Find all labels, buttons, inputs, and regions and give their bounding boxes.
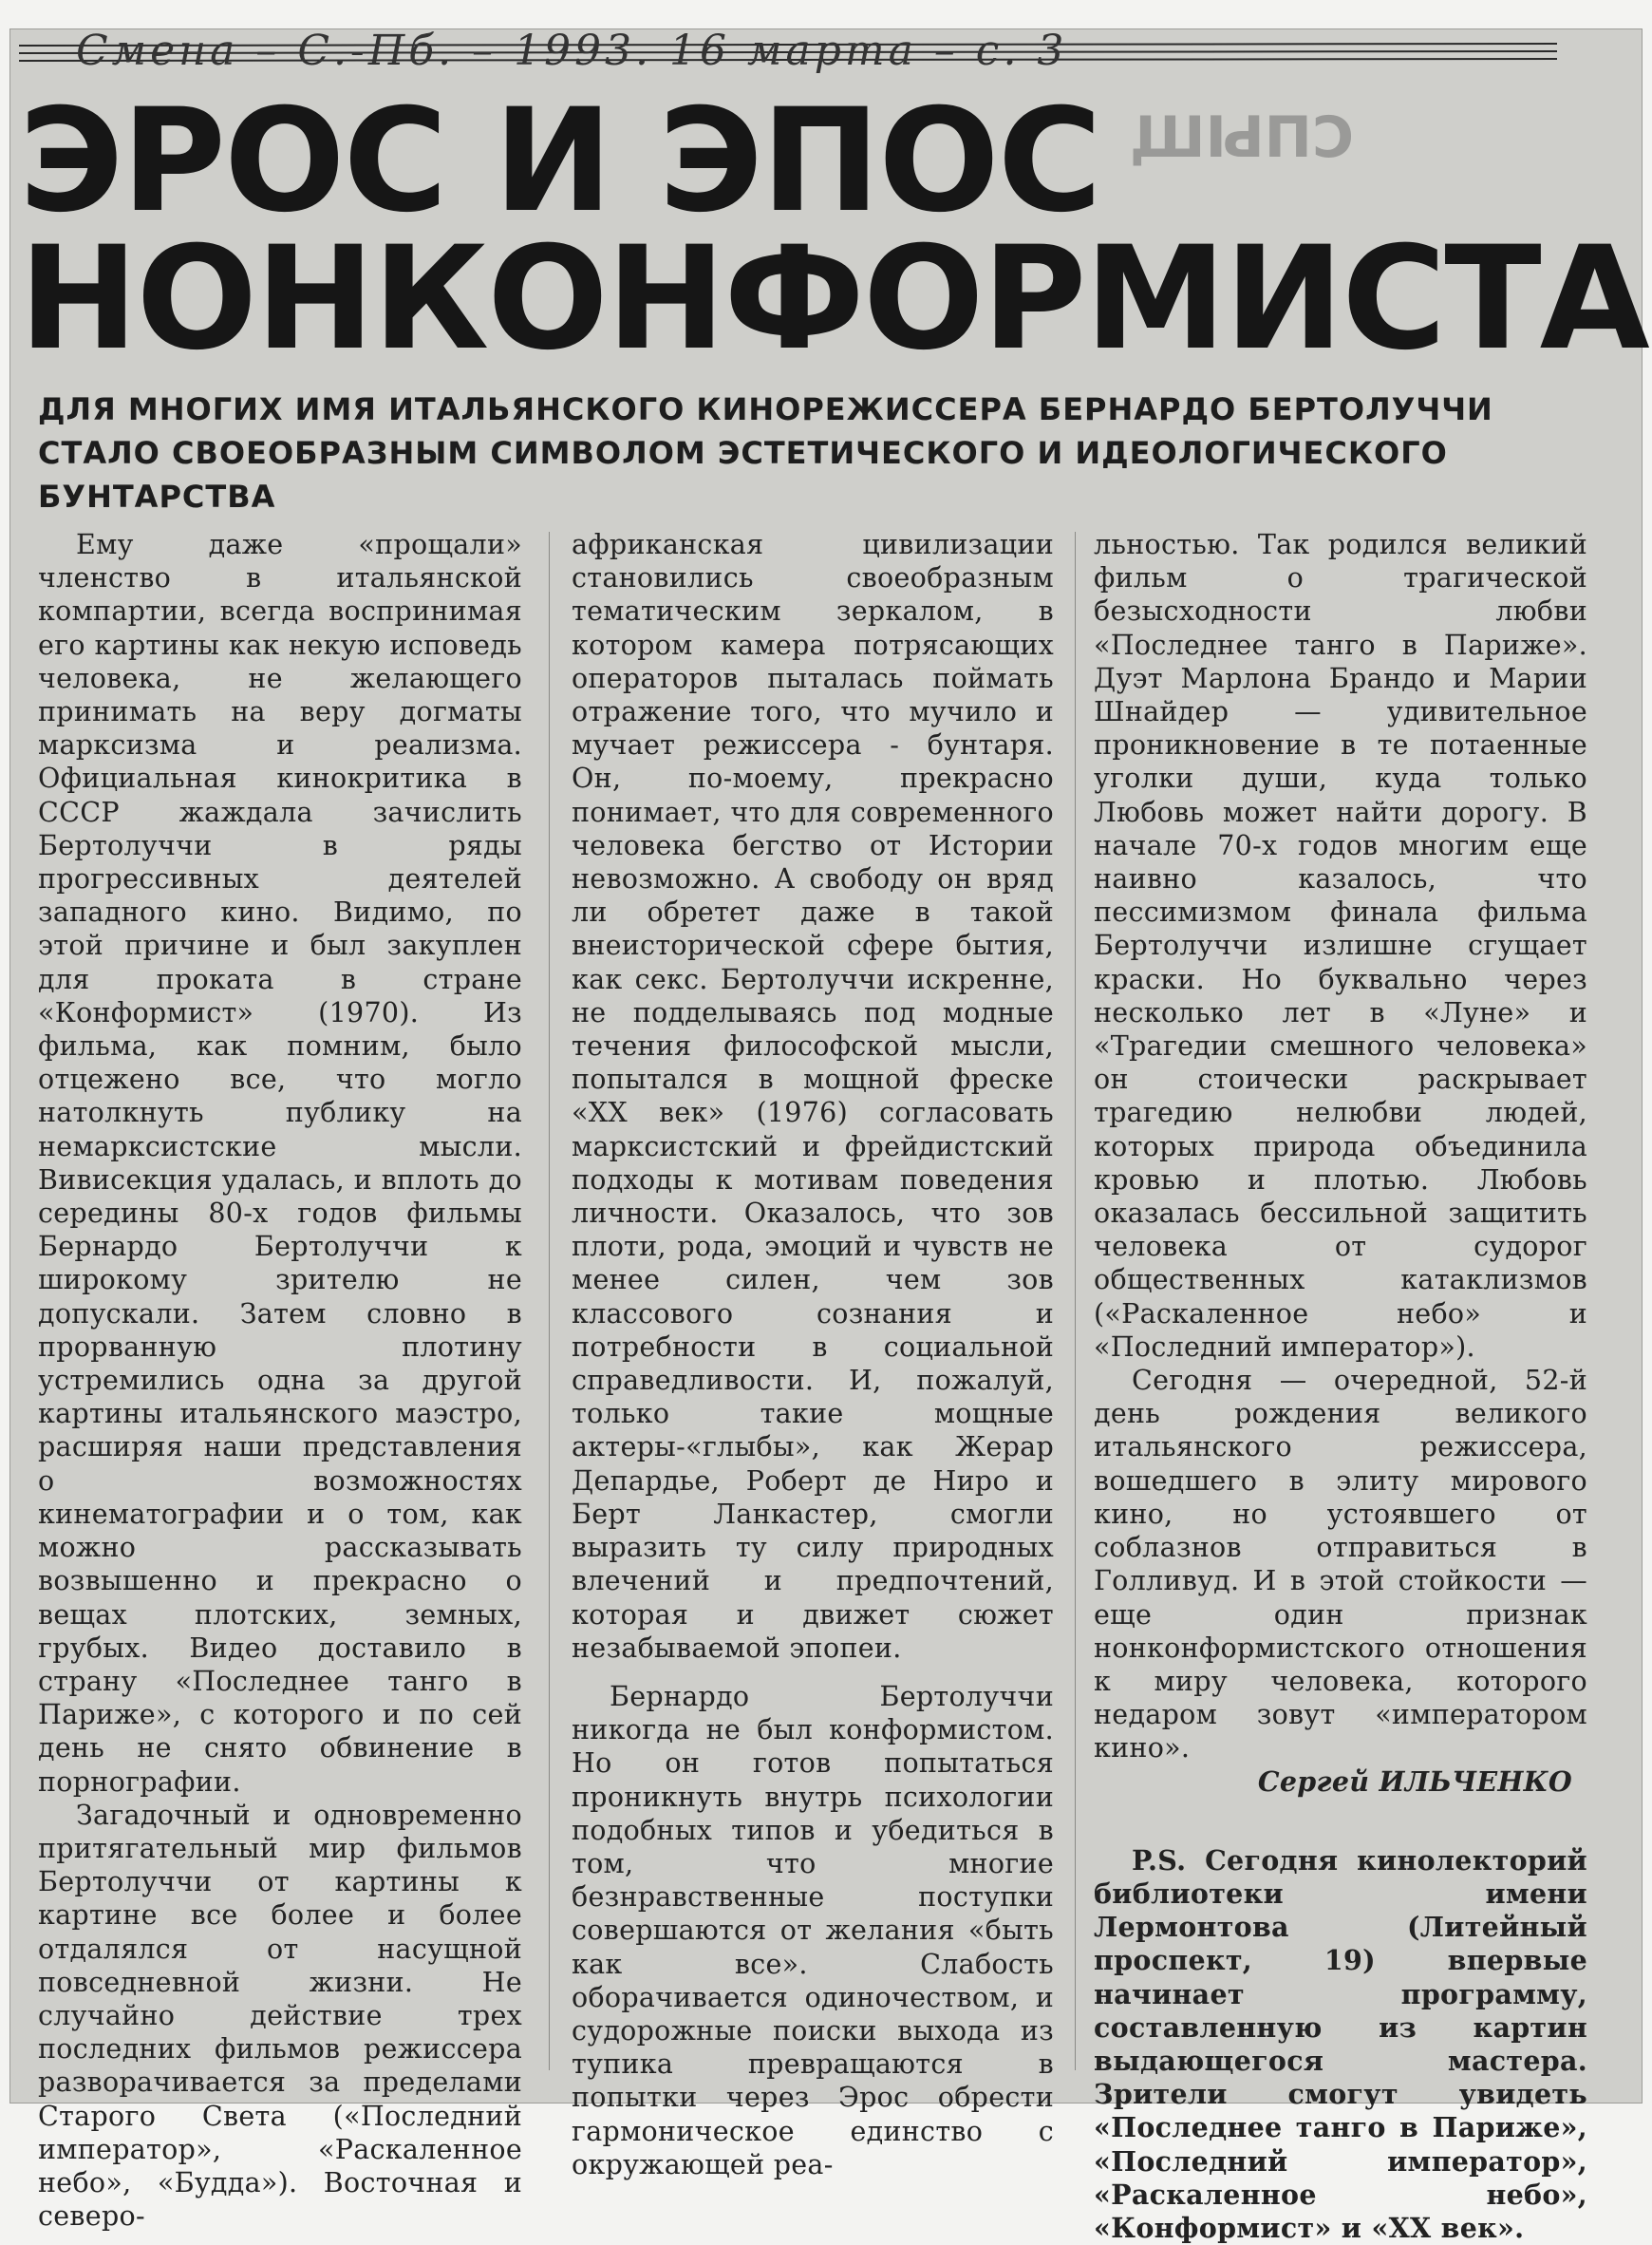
paragraph: африканская цивилизации становились своеобразным тематическим зеркалом, в котором камера потрясающих операторов пыталась поймать отражение того, что мучило и мучает режиссера - бунтаря. Он, по-моему, прекрасно понимает, что для современного человека бегство от Истории невозможно. А свободу он вряд ли обретет даже в такой внеисторической сфере бытия, как секс. Бертолуччи искренне, не подделываясь под модные течения философской мысли, попытался в мощной фреске «ХХ век» (1976) согласовать марксистский и фрейдистский подходы к мотивам поведения личности. Оказалось, что зов плоти, рода, эмоций и чувств не менее силен, чем зов классового сознания и потребности в социальной справедливости. И, пожалуй, только такие мощные актеры-«глыбы», как Жерар Депардье, Роберт де Ниро и Берт Ланкастер, смогли выразить ту силу природных влечений и предпочтений, которая и движет сюжет незабываемой эпопеи. — [572, 529, 1054, 1664]
subheadline: ДЛЯ МНОГИХ ИМЯ ИТАЛЬЯНСКОГО КИНОРЕЖИССЕРА БЕРНАРДО БЕРТОЛУЧЧИ СТАЛО СВОЕОБРАЗНЫМ СИМВОЛОМ ЭСТЕТИЧЕСКОГО И ИДЕОЛОГИЧЕСКОГО БУНТАРСТВА — [38, 391, 1493, 515]
column-rule-2 — [1075, 532, 1076, 2070]
paragraph: льностью. Так родился великий фильм о трагической безысходности любви «Последнее танго в Париже». Дуэт Марлона Брандо и Марии Шнайдер — удивительное проникновение в те потаенные уголки души, куда только Любовь может найти дорогу. В начале 70-х годов многим еще наивно казалось, что пессимизмом финала фильма Бертолуччи излишне сгущает краски. Но буквально через несколько лет в «Луне» и «Трагедии смешного человека» он стоически раскрывает трагедию нелюбви людей, которых природа объединила кровью и плотью. Любовь оказалась бессильной защитить человека от судорог общественных катаклизмов («Раскаленное небо» и «Последний император»). — [1094, 529, 1587, 1363]
paragraph: Загадочный и одновременно притягательный мир фильмов Бертолуччи от картины к картине все более и более отдалялся от насущной повседневной жизни. Не случайно действие трех последних фильмов режиссера разворачивается за пределами Старого Света («Последний император», «Раскаленное небо», «Будда»). Восточная и северо- — [38, 1799, 522, 2233]
paragraph: Бернардо Бертолуччи никогда не был конформистом. Но он готов попытаться проникнуть внутрь психологии подобных типов и убедиться в том, что многие безнравственные поступки совершаются от желания «быть как все». Слабость оборачивается одиночеством, и судорожные поиски выхода из тупика превращаются в попытки через Эрос обрести гармоническое единство с окружающей реа- — [572, 1680, 1054, 2180]
handwritten-source-note: Смена – С.-Пб. – 1993. 16 марта – с. 3 — [76, 27, 1068, 75]
article-column-1 — [38, 528, 522, 2233]
headline-line-2: НОНКОНФОРМИСТА — [19, 217, 1648, 382]
postscript: P.S. Сегодня кинолекторий библиотеки имени Лермонтова (Литейный проспект, 19) впервые начинает программу, составленную из картин выдающегося мастера. Зрители смогут увидеть «Последнее танго в Париже», «Последний император», «Раскаленное небо», «Конформист» и «ХХ век». — [1094, 1843, 1587, 2244]
article-column-3 — [1094, 528, 1587, 2245]
headline-line-1: ЭРОС И ЭПОС — [19, 79, 1100, 244]
paragraph: Сегодня — очередной, 52-й день рождения великого итальянского режиссера, вошедшего в элиту мирового кино, но устоявшего от соблазнов отправиться в Голливуд. И в этой стойкости — еще один признак нонконформистского отношения к миру человека, которого недаром зовут «императором кино». — [1094, 1365, 1587, 1764]
article-column-2 — [572, 528, 1054, 2181]
bleed-through-text: СПЫЩ — [1130, 104, 1354, 171]
author-byline: Сергей ИЛЬЧЕНКО — [1257, 1764, 1572, 1798]
column-rule-1 — [549, 532, 550, 2070]
paragraph: Ему даже «прощали» членство в итальянской компартии, всегда воспринимая его картины как некую исповедь человека, не желающего принимать на веру догматы марксизма и реализма. Официальная кинокритика в СССР жаждала зачислить Бертолуччи в ряды прогрессивных деятелей западного кино. Видимо, по этой причине и был закуплен для проката в стране «Конформист» (1970). Из фильма, как помним, было отцежено все, что могло натолкнуть публику на немарксистские мысли. Вивисекция удалась, и вплоть до середины 80-х годов фильмы Бернардо Бертолуччи к широкому зрителю не допускали. Затем словно в прорванную плотину устремились одна за другой картины итальянского маэстро, расширяя наши представления о возможностях кинематографии и о том, как можно рассказывать возвышенно и прекрасно о вещах плотских, земных, грубых. Видео доставило в страну «Последнее танго в Париже», с которого и по сей день не снято обвинение в порнографии. — [38, 529, 522, 1798]
